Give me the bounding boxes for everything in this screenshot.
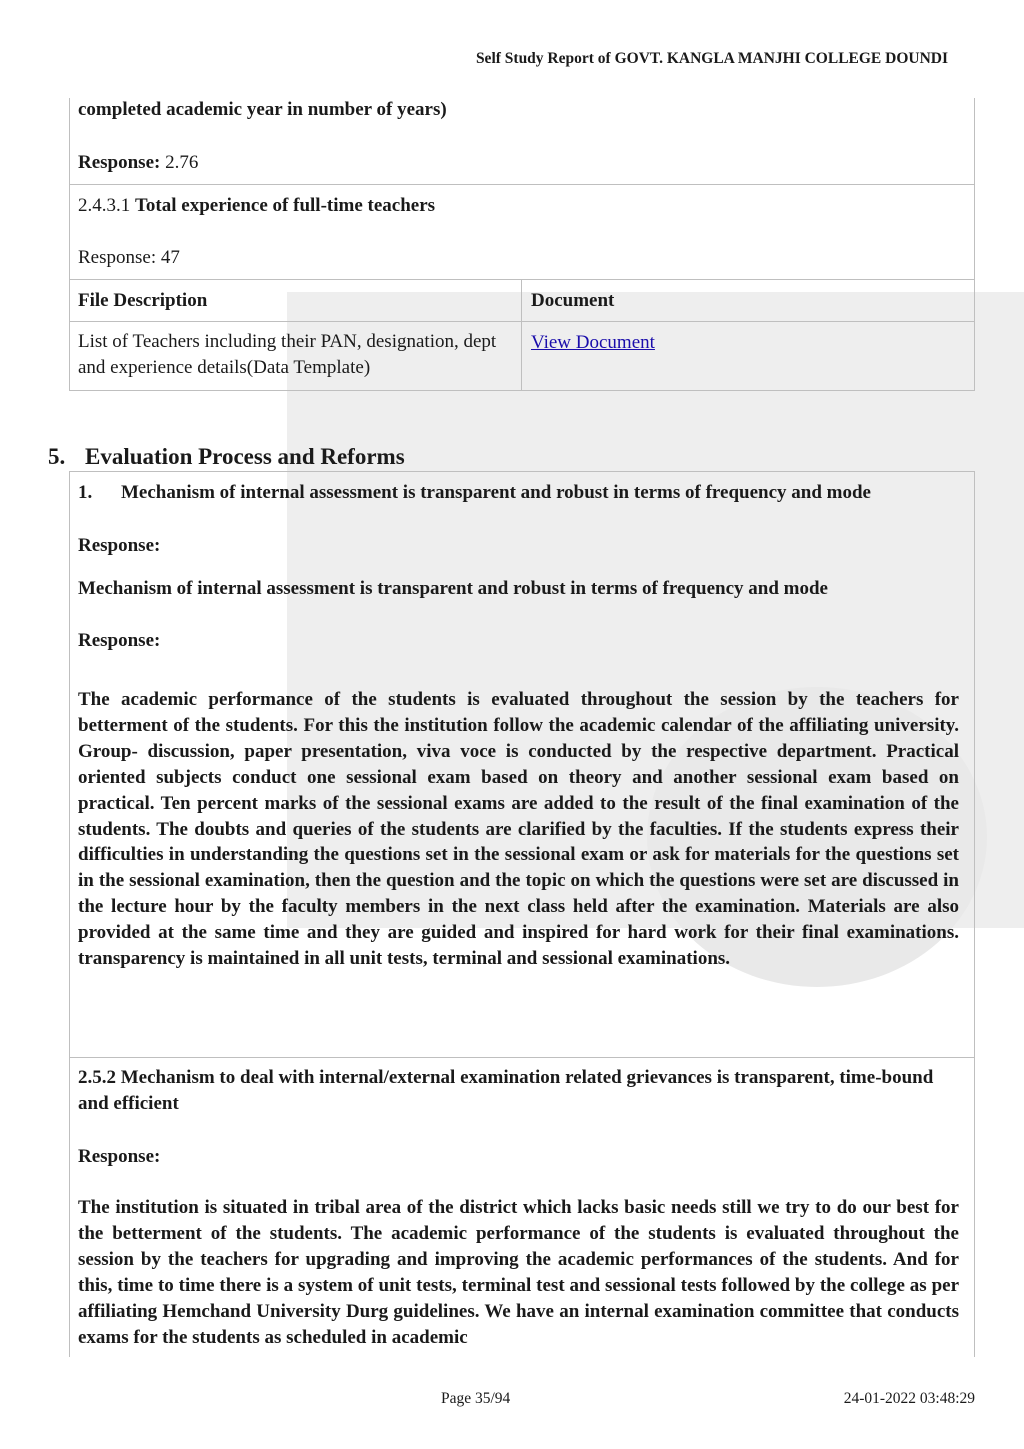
page-number: Page 35/94 (441, 1390, 511, 1407)
file-table-header-document: Document (531, 290, 615, 311)
report-header: Self Study Report of GOVT. KANGLA MANJHI COLLEGE DOUNDI (475, 50, 948, 67)
file-description-cell: List of Teachers including their PAN, designation, dept and experience details(Data Template) (78, 331, 497, 378)
response-value: 2.76 (165, 152, 199, 173)
section-title: Evaluation Process and Reforms (85, 444, 405, 469)
item-1-response-label-2: Response: (78, 630, 161, 651)
section-number: 5. (48, 444, 66, 469)
sub-metric-number: 2.4.3.1 (78, 195, 131, 216)
file-table-header-description: File Description (78, 290, 208, 311)
sub-metric-title: Total experience of full-time teachers (135, 195, 436, 216)
item-1-repeat-title: Mechanism of internal assessment is transparent and robust in terms of frequency and mode (78, 578, 828, 599)
item-252-body: The institution is situated in tribal area of the district which lacks basic needs still we try to do our best for the betterment of the students. The academic performance of the students is evaluated throughout the session by the teachers for upgrading and improving the academic performances of the students. And for this, time to time there is a system of unit tests, terminal test and sessional tests followed by the college as per affiliating Hemchand University Durg guidelines. We have an internal examination committee that conducts exams for the students as scheduled in academic (78, 1197, 959, 1348)
item-252-response-label: Response: (78, 1146, 161, 1167)
item-1-body: The academic performance of the students is evaluated throughout the session by the teachers for betterment of the students. For this the institution follow the academic calendar of the affiliating university. Group- discussion, paper presentation, viva voce is conducted by the respective department. Practical oriented subjects conduct one sessional exam based on theory and another sessional exam based on practical. Ten percent marks of the sessional exams are added to the result of the final examination of the students. The doubts and queries of the students are clarified by the faculties. If the students express their difficulties in understanding the questions set in the sessional exam or ask for materials for the questions set in the sessional examination, then the question and the topic on which the questions were set are discussed in the lecture hour by the faculty members in the next class held after the examination. Materials are also provided at the same time and they are guided and inspired for hard work for their final examinations. transparency is maintained in all unit tests, terminal and sessional examinations. (78, 689, 959, 970)
metric-continued-text: completed academic year in number of years) (78, 99, 447, 120)
metric-response (78, 150, 198, 176)
response-label: Response: (78, 152, 161, 173)
sub-metric-response: Response: 47 (78, 247, 180, 268)
file-table-header-divider (69, 321, 975, 322)
section-heading (48, 444, 405, 470)
item-252-title: 2.5.2 Mechanism to deal with internal/external examination related grievances is transparent, time-bound and efficient (78, 1067, 934, 1114)
sub-metric-heading (78, 193, 435, 219)
file-table-column-divider (521, 279, 522, 391)
item-1-response-label: Response: (78, 535, 161, 556)
item-1-heading (78, 480, 871, 506)
footer-timestamp: 24-01-2022 03:48:29 (843, 1390, 975, 1407)
item-1-title: Mechanism of internal assessment is transparent and robust in terms of frequency and mode (121, 482, 871, 503)
view-document-link[interactable]: View Document (531, 332, 655, 353)
item-1-number: 1. (78, 482, 93, 503)
